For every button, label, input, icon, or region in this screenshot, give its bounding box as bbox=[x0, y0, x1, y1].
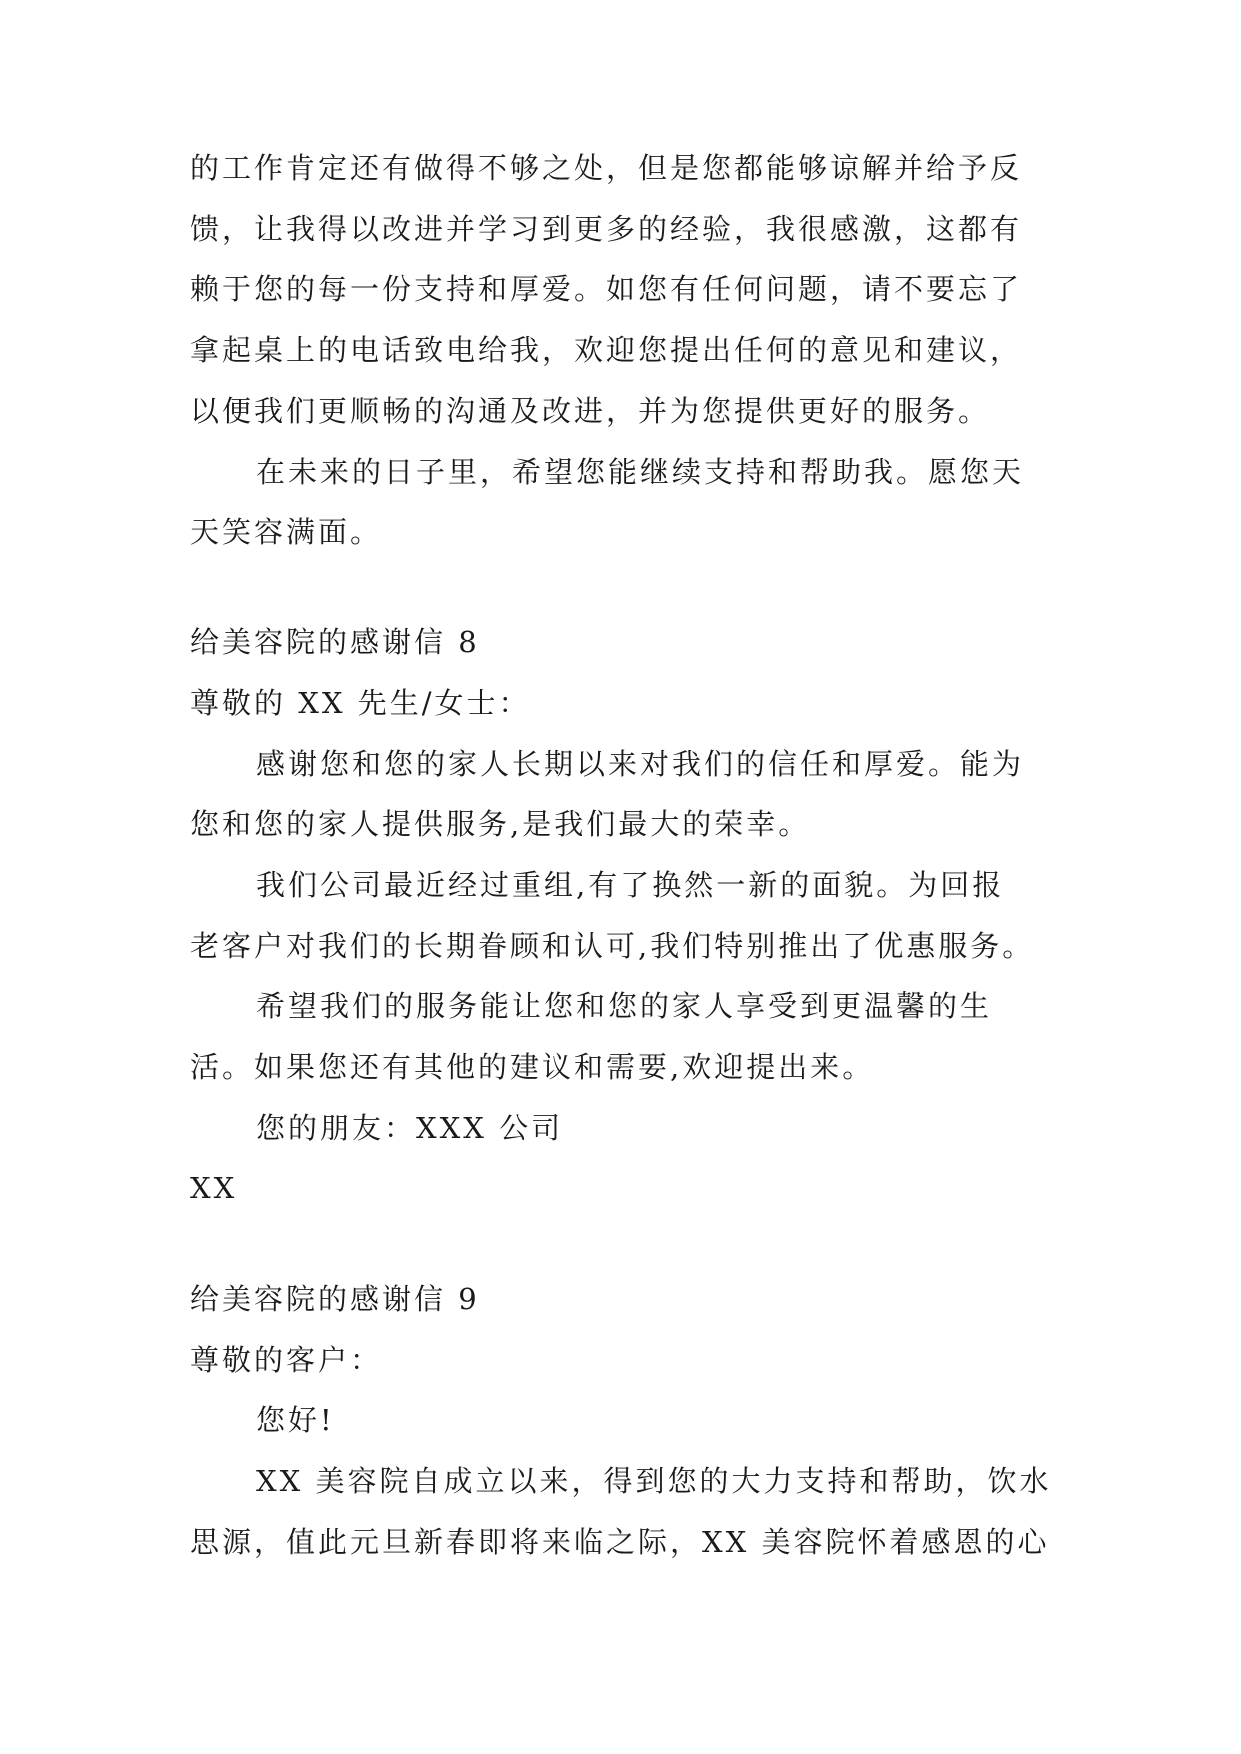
salutation: 尊敬的客户： bbox=[190, 1343, 383, 1377]
body-text-line: 您和您的家人提供服务,是我们最大的荣幸。 bbox=[190, 807, 811, 841]
body-text-line: 我们公司最近经过重组,有了换然一新的面貌。为回报 bbox=[256, 868, 1005, 902]
body-text-line: 老客户对我们的长期眷顾和认可,我们特别推出了优惠服务。 bbox=[190, 929, 1035, 963]
body-text-line: XX 美容院自成立以来，得到您的大力支持和帮助，饮水 bbox=[256, 1464, 1052, 1498]
body-text-line: 以便我们更顺畅的沟通及改进，并为您提供更好的服务。 bbox=[190, 394, 991, 428]
body-text-line: 赖于您的每一份支持和厚爱。如您有任何问题，请不要忘了 bbox=[190, 272, 1023, 306]
salutation: 尊敬的 XX 先生/女士： bbox=[190, 686, 531, 720]
greeting: 您好! bbox=[256, 1403, 335, 1437]
section-title: 给美容院的感谢信 8 bbox=[190, 625, 480, 659]
body-text-line: 活。如果您还有其他的建议和需要,欢迎提出来。 bbox=[190, 1050, 875, 1084]
body-text-line: 希望我们的服务能让您和您的家人享受到更温馨的生 bbox=[256, 989, 993, 1023]
body-text-line: 感谢您和您的家人长期以来对我们的信任和厚爱。能为 bbox=[256, 747, 1025, 781]
body-text-line: 馈，让我得以改进并学习到更多的经验，我很感激，这都有 bbox=[190, 212, 1023, 246]
signature: 您的朋友：XXX 公司 bbox=[256, 1111, 564, 1145]
date-line: XX bbox=[190, 1171, 238, 1205]
body-text-line: 的工作肯定还有做得不够之处，但是您都能够谅解并给予反 bbox=[190, 151, 1023, 185]
body-text-line: 在未来的日子里，希望您能继续支持和帮助我。愿您天 bbox=[256, 455, 1025, 489]
body-text-line: 思源，值此元旦新春即将来临之际，XX 美容院怀着感恩的心 bbox=[190, 1525, 1050, 1559]
section-title: 给美容院的感谢信 9 bbox=[190, 1282, 480, 1316]
body-text-line: 天笑容满面。 bbox=[190, 515, 383, 549]
body-text-line: 拿起桌上的电话致电给我，欢迎您提出任何的意见和建议， bbox=[190, 333, 1023, 367]
